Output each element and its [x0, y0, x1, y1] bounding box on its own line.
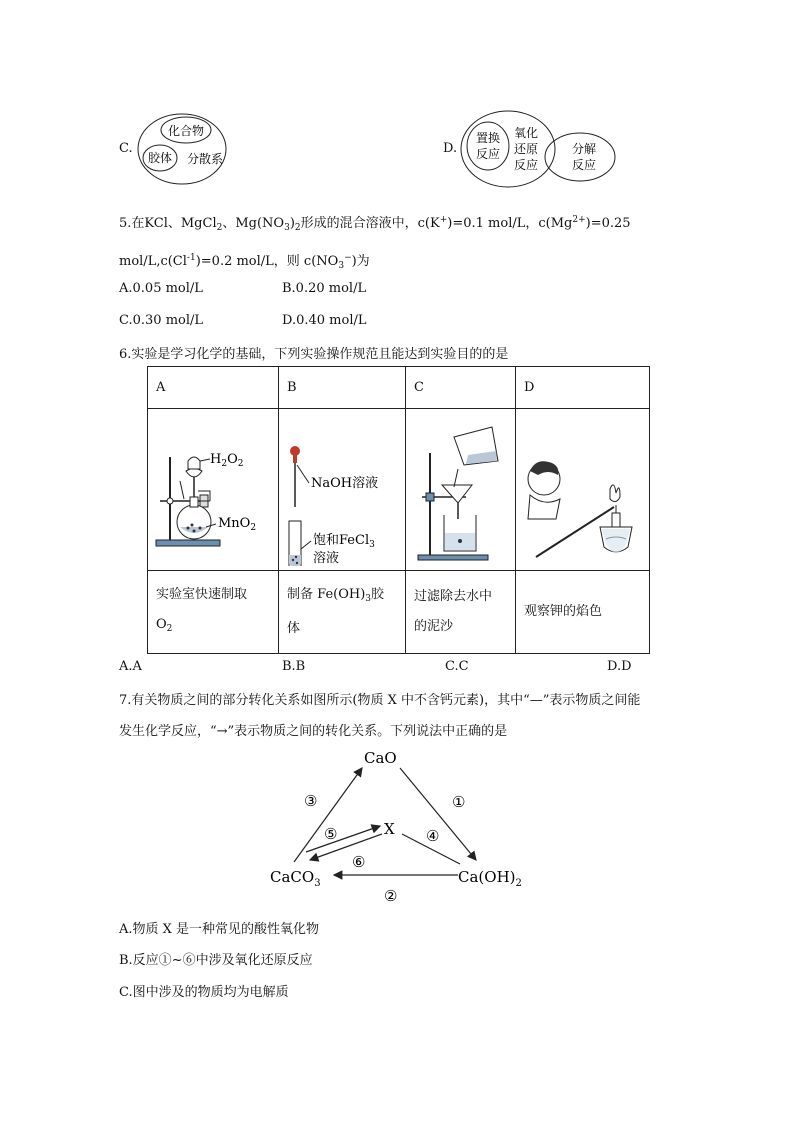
- apparatus-d-cell: [516, 409, 650, 571]
- arrow-label-2: ②: [384, 887, 398, 905]
- option-d-venn-diagram: [458, 107, 618, 191]
- q7-conversion-diagram: [262, 742, 542, 908]
- q5-stem-line1: 5.在KCl、MgCl$_2$、$Mg(NO_3)_2$形成的混合溶液中，c(K+)=0.1 mol/L，$c(Mg^{2+})=0.25$: [119, 215, 631, 233]
- oxygen-generator-illustration: [148, 409, 278, 566]
- q5-option-a: A.0.05 mol/L: [119, 281, 203, 296]
- arrow-label-1: ①: [452, 793, 466, 811]
- d-label-redox-2: 还原: [513, 142, 539, 156]
- c-label-colloid: 胶体: [147, 151, 173, 165]
- caption-b: 制备 $Fe(OH)_3$胶 体: [279, 571, 406, 654]
- flame-test-illustration: [516, 409, 641, 566]
- d-label-redox-1: 氧化: [513, 126, 539, 140]
- q5-option-b: B.0.20 mol/L: [282, 281, 367, 296]
- header-b: B: [279, 367, 406, 409]
- q6-stem: 6.实验是学习化学的基础，下列实验操作规范且能达到实验目的的是: [119, 347, 509, 362]
- caption-c: 过滤除去水中 的泥沙: [406, 571, 516, 654]
- header-c: C: [406, 367, 516, 409]
- label-mno2: MnO$_2$: [218, 516, 257, 533]
- option-d-letter: D.: [443, 141, 458, 156]
- d-label-displacement-1: 置换: [475, 131, 501, 145]
- d-label-displacement-2: 反应: [475, 147, 501, 161]
- q7-option-c: C.图中涉及的物质均为电解质: [119, 985, 289, 1000]
- label-naoh: NaOH溶液: [311, 476, 379, 491]
- option-c-venn-diagram: [134, 111, 234, 191]
- q7-stem-line1: 7.有关物质之间的部分转化关系如图所示(物质 X 中不含钙元素)，其中“—”表示物质之间能: [119, 693, 641, 708]
- c-label-compound: 化合物: [167, 124, 205, 138]
- filtration-illustration: [406, 409, 507, 566]
- label-fecl3-1: 饱和FeCl$_3$: [313, 533, 375, 550]
- caption-a: 实验室快速制取 $O_2$: [148, 571, 279, 654]
- q6-option-b: B.B: [282, 659, 306, 674]
- node-caoh2: $Ca(OH)_2$: [458, 868, 522, 889]
- node-x: X: [384, 820, 395, 838]
- q7-stem-line2: 发生化学反应，“→”表示物质之间的转化关系。下列说法中正确的是: [119, 724, 508, 739]
- q5-option-c: C.0.30 mol/L: [119, 313, 204, 328]
- header-d: D: [516, 367, 650, 409]
- q6-experiment-table: [147, 366, 650, 654]
- node-cao: CaO: [364, 749, 397, 767]
- d-label-redox-3: 反应: [513, 158, 539, 172]
- c-label-dispersion: 分散系: [186, 152, 224, 166]
- d-label-decomposition-1: 分解: [571, 142, 597, 156]
- header-a: A: [148, 367, 279, 409]
- q6-option-a: A.A: [119, 659, 142, 674]
- arrow-label-4: ④: [426, 827, 440, 845]
- label-h2o2: $H_2O_2$: [210, 452, 244, 469]
- colloid-preparation-illustration: [279, 409, 397, 566]
- d-label-decomposition-2: 反应: [571, 158, 597, 172]
- apparatus-b-cell: [279, 409, 406, 571]
- apparatus-c-cell: [406, 409, 516, 571]
- arrow-label-5: ⑤: [324, 825, 338, 843]
- option-c-letter: C.: [119, 141, 133, 156]
- label-fecl3-2: 溶液: [313, 551, 340, 566]
- q6-option-d: D.D: [607, 659, 632, 674]
- q7-option-b: B.反应①~⑥中涉及氧化还原反应: [119, 953, 313, 968]
- q5-option-d: D.0.40 mol/L: [282, 313, 367, 328]
- caption-d: 观察钾的焰色: [516, 571, 650, 654]
- arrow-label-3: ③: [304, 792, 318, 810]
- q7-option-a: A.物质 X 是一种常见的酸性氧化物: [119, 922, 320, 937]
- node-caco3: CaCO$_3$: [270, 868, 321, 889]
- apparatus-a-cell: [148, 409, 279, 571]
- arrow-label-6: ⑥: [352, 853, 366, 871]
- q6-option-c: C.C: [445, 659, 469, 674]
- q5-stem-line2: mol/$L,c(Cl^{-1})=0.2$ mol/L，则 $c(NO_3^-)$为: [119, 253, 370, 271]
